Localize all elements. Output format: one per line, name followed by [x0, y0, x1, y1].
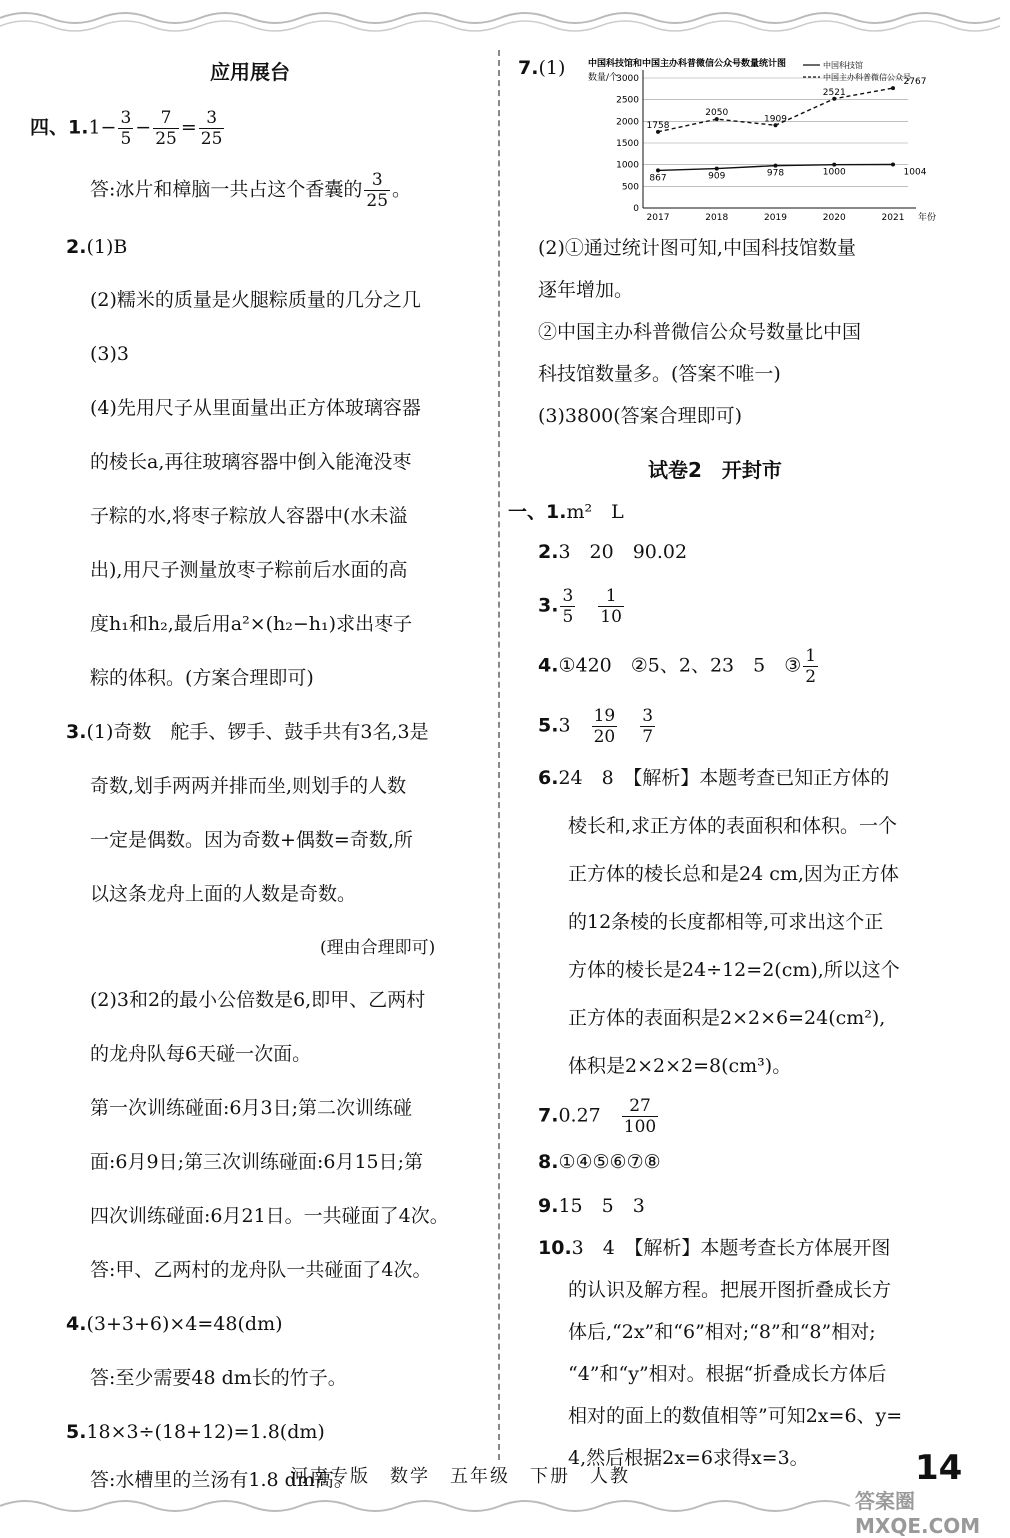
- q6-explain: 体积是2×2×2=8(cm³)。: [568, 1055, 792, 1077]
- q7-2: 科技馆数量多。(答案不唯一): [538, 363, 781, 385]
- line-chart: [588, 58, 968, 228]
- section-title: 应用展台: [210, 60, 290, 84]
- q3-2: 的龙舟队每6天碰一次面。: [90, 1043, 312, 1065]
- q2-3: (3)3: [90, 343, 130, 365]
- top-wave-border: [0, 0, 1010, 40]
- s1-q6: 6.24 8 【解析】本题考查已知正方体的: [538, 767, 890, 789]
- data-label: 2767: [903, 77, 927, 88]
- s1-q7: 7.0.27 $\frac{27}{100}$: [538, 1096, 657, 1137]
- q6-explain: 方体的棱长是24÷12=2(cm),所以这个: [568, 959, 900, 981]
- y-tick-label: 500: [621, 182, 639, 193]
- q3-note: (理由合理即可): [320, 938, 436, 958]
- q6-explain: 的12条棱的长度都相等,可求出这个正: [568, 911, 884, 933]
- bottom-wave-border: [0, 1492, 1010, 1532]
- q3-1: 3.(1)奇数 舵手、锣手、鼓手共有3名,3是: [66, 721, 429, 743]
- q7-2: (2)①通过统计图可知,中国科技馆数量: [538, 237, 856, 259]
- q2-4: 粽的体积。(方案合理即可): [90, 667, 314, 689]
- data-point: [832, 163, 836, 167]
- q2-1: 2.(1)B: [66, 236, 128, 258]
- y-tick-label: 1000: [616, 160, 639, 171]
- q7-1: 7.(1): [518, 57, 566, 79]
- x-tick-label: 2021: [881, 213, 905, 223]
- s1-q3: 3. $\frac{3}{5}$ $\frac{1}{10}$: [538, 586, 622, 627]
- q10-explain: “4”和“y”相对。根据“折叠成长方体后: [568, 1363, 887, 1385]
- y-tick-label: 1500: [616, 139, 639, 149]
- q2-4: 度h₁和h₂,最后用a²×(h₂−h₁)求出枣子: [90, 613, 413, 635]
- q7-3: (3)3800(答案合理即可): [538, 405, 743, 427]
- data-point: [891, 86, 895, 90]
- data-point: [891, 162, 895, 166]
- y-tick-label: 2000: [616, 117, 639, 128]
- exam-title: 试卷2 开封市: [648, 458, 782, 482]
- q7-2: ②中国主办科普微信公众号数量比中国: [538, 321, 862, 343]
- data-label: 978: [766, 168, 785, 179]
- data-label: 2521: [822, 87, 846, 98]
- data-label: 1000: [822, 167, 846, 178]
- q2-2: (2)糯米的质量是火腿粽质量的几分之几: [90, 289, 421, 311]
- y-tick-label: 3000: [616, 74, 639, 84]
- data-point: [656, 168, 660, 172]
- data-label: 1004: [903, 167, 927, 178]
- q4-answer: 答:至少需要48 dm长的竹子。: [90, 1367, 347, 1389]
- q2-4: 子粽的水,将枣子粽放人容器中(水未溢: [90, 505, 408, 527]
- legend-label: 中国科技馆: [823, 61, 863, 70]
- y-tick-label: 0: [633, 204, 639, 214]
- answer-line: 答:冰片和樟脑一共占这个香囊的 $\frac{3}{25}$ 。: [90, 170, 412, 211]
- chart-title: 中国科技馆和中国主办科普微信公众号数量统计图: [588, 59, 787, 69]
- data-point: [774, 164, 778, 168]
- data-label: 2050: [705, 108, 729, 119]
- x-tick-label: 2020: [822, 213, 846, 223]
- x-tick-label: 2019: [764, 213, 787, 223]
- s1-q2: 2.3 20 90.02: [538, 541, 688, 563]
- q3-2: 面:6月9日;第三次训练碰面:6月15日;第: [90, 1151, 424, 1173]
- q5: 5.18×3÷(18+12)=1.8(dm): [66, 1421, 325, 1443]
- x-tick-label: 2017: [646, 213, 670, 223]
- q4-1-equation: 四、1.1− $\frac{3}{5}$ − $\frac{7}{25}$ = $\frac{3}{25}$: [30, 108, 223, 149]
- q5-answer: 答:水槽里的兰汤有1.8 dm高。: [90, 1469, 353, 1491]
- watermark: 答案圈 MXQE.COM: [855, 1489, 981, 1538]
- x-tick-label: 2018: [705, 213, 729, 223]
- s1-q5: 5.3 $\frac{19}{20}$ $\frac{3}{7}$: [538, 706, 654, 747]
- s1-q1: 一、1.m² L: [508, 501, 624, 523]
- q10-explain: 相对的面上的数值相等”可知2x=6、y=: [568, 1405, 903, 1427]
- q7-2: 逐年增加。: [538, 279, 634, 301]
- q2-4: (4)先用尺子从里面量出正方体玻璃容器: [90, 397, 421, 419]
- footer: 河南专版 数学 五年级 下册 人教: [290, 1466, 630, 1487]
- q3-2: 四次训练碰面:6月21日。一共碰面了4次。: [90, 1205, 449, 1227]
- q2-4: 的棱长a,再往玻璃容器中倒入能淹没枣: [90, 451, 412, 473]
- q6-explain: 棱长和,求正方体的表面积和体积。一个: [568, 815, 898, 837]
- fraction: $\frac{7}{25}$: [155, 108, 177, 149]
- q6-explain: 正方体的表面积是2×2×6=24(cm²),: [568, 1007, 886, 1029]
- y-axis-label: 数量/个: [588, 73, 619, 83]
- legend-label: 中国主办科普微信公众号: [823, 73, 911, 82]
- data-label: 1909: [764, 114, 787, 125]
- q10-explain: 的认识及解方程。把展开图折叠成长方: [568, 1279, 892, 1301]
- q3-1: 以这条龙舟上面的人数是奇数。: [90, 883, 357, 905]
- q2-4: 出),用尺子测量放枣子粽前后水面的高: [90, 559, 408, 581]
- q3-1: 一定是偶数。因为奇数+偶数=奇数,所: [90, 829, 413, 851]
- x-axis-label: 年份: [918, 213, 937, 223]
- s1-q8: 8.①④⑤⑥⑦⑧: [538, 1151, 661, 1173]
- q3-2: 答:甲、乙两村的龙舟队一共碰面了4次。: [90, 1259, 432, 1281]
- page-number: 14: [915, 1448, 963, 1488]
- data-label: 867: [649, 173, 667, 184]
- fraction: $\frac{3}{5}$: [120, 108, 132, 149]
- data-label: 909: [708, 171, 726, 182]
- fraction: $\frac{3}{25}$: [366, 170, 389, 211]
- q3-2: 第一次训练碰面:6月3日;第二次训练碰: [90, 1097, 412, 1119]
- fraction: $\frac{3}{25}$: [200, 108, 223, 149]
- q10-explain: 体后,“2x”和“6”相对;“8”和“8”相对;: [568, 1321, 876, 1343]
- s1-q10: 10.3 4 【解析】本题考查长方体展开图: [538, 1237, 891, 1259]
- s1-q9: 9.15 5 3: [538, 1195, 645, 1217]
- q10-explain: 4,然后根据2x=6求得x=3。: [568, 1447, 809, 1469]
- q3-2: (2)3和2的最小公倍数是6,即甲、乙两村: [90, 989, 426, 1011]
- data-label: 1758: [646, 120, 670, 131]
- y-tick-label: 2500: [616, 95, 639, 106]
- s1-q4: 4.①420 ②5、2、23 5 ③ $\frac{1}{2}$: [538, 646, 817, 687]
- q3-1: 奇数,划手两两并排而坐,则划手的人数: [90, 775, 407, 797]
- column-divider: [498, 50, 500, 1460]
- data-point: [715, 167, 719, 171]
- q4: 4.(3+3+6)×4=48(dm): [66, 1313, 283, 1335]
- q6-explain: 正方体的棱长总和是24 cm,因为正方体: [568, 863, 899, 885]
